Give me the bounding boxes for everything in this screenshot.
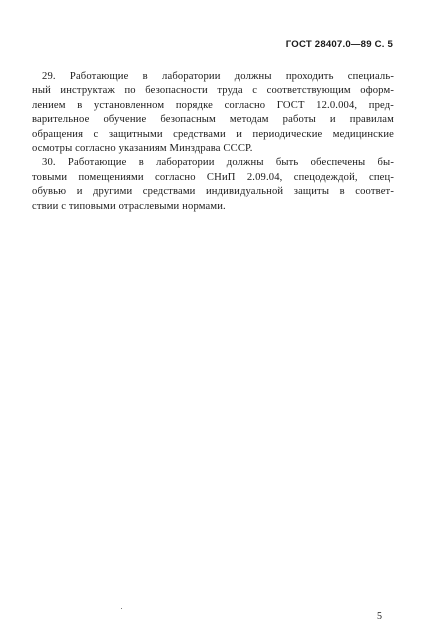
document-body bbox=[32, 70, 394, 214]
paragraph-29 bbox=[32, 70, 394, 156]
text-line: осмотры согласно указаниям Минздрава СССР. bbox=[32, 143, 253, 155]
text-line: обращения с защитными средствами и периодические медицинские bbox=[32, 128, 394, 140]
text-line: 29. Работающие в лаборатории должны проходить специаль- bbox=[42, 71, 394, 82]
text-line: обувью и другими средствами индивидуальной защиты в соответ- bbox=[32, 186, 394, 198]
text-line: лением в установленном порядке согласно ГОСТ 12.0.004, пред- bbox=[32, 99, 394, 111]
paragraph-30 bbox=[32, 156, 394, 214]
text-line: ствии с типовыми отраслевыми нормами. bbox=[32, 200, 226, 212]
page-header: ГОСТ 28407.0—89 С. 5 bbox=[285, 39, 393, 50]
text-line: ный инструктаж по безопасности труда с соответствующим оформ- bbox=[32, 85, 394, 97]
scan-speck bbox=[121, 608, 122, 609]
text-line: товыми помещениями согласно СНиП 2.09.04, спецодеждой, спец- bbox=[32, 171, 394, 183]
text-line: 30. Работающие в лаборатории должны быть обеспечены бы- bbox=[42, 157, 394, 169]
text-line: варительное обучение безопасным методам работы и правилам bbox=[32, 114, 394, 126]
page-number: 5 bbox=[377, 611, 382, 622]
